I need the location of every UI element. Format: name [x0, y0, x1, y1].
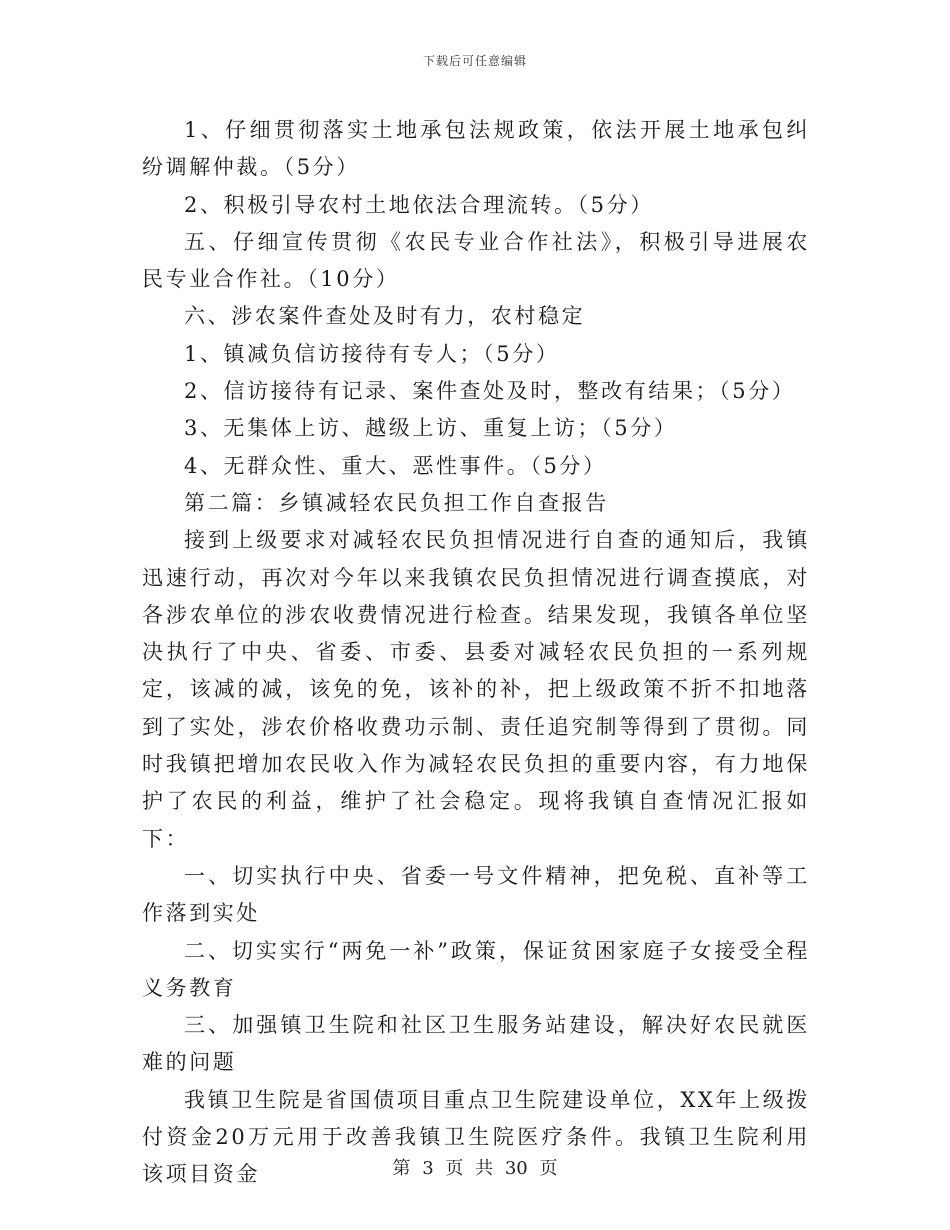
- paragraph: 六、涉农案件查处及时有力，农村稳定: [184, 304, 586, 329]
- paragraph: 我镇卫生院是省国债项目重点卫生院建设单位，XX年上级拨付资金20万元用于改善我镇卫生院医疗条件。我镇卫生院利用该项目资金: [142, 1087, 810, 1187]
- paragraph: 三、加强镇卫生院和社区卫生服务站建设，解决好农民就医难的问题: [142, 1013, 810, 1075]
- paragraph: 一、切实执行中央、省委一号文件精神，把免税、直补等工作落到实处: [142, 863, 810, 926]
- paragraph: 二、切实实行“两免一补”政策，保证贫困家庭子女接受全程义务教育: [142, 938, 810, 1000]
- paragraph: 3、无集体上访、越级上访、重复上访；（5分）: [184, 416, 678, 441]
- page-header: 下载后可任意编辑: [422, 54, 527, 68]
- section-heading: 第二篇：乡镇减轻农民负担工作自查报告: [184, 490, 609, 515]
- paragraph: 2、积极引导农村土地依法合理流转。（5分）: [184, 192, 654, 217]
- paragraph: 1、仔细贯彻落实土地承包法规政策，依法开展土地承包纠纷调解仲裁。（5分）: [142, 118, 810, 180]
- document-body: [142, 112, 810, 1194]
- paragraph: 接到上级要求对减轻农民负担情况进行自查的通知后，我镇迅速行动，再次对今年以来我镇农民负担情况进行调查摸底，对各涉农单位的涉农收费情况进行检查。结果发现，我镇各单位坚决执行了中央、省委、市委、县委对减轻农民负担的一系列规定，该减的减，该免的免，该补的补，把上级政策不折不扣地落到了实处，涉农价格收费功示制、责任追究制等得到了贯彻。同时我镇把增加农民收入作为减轻农民负担的重要内容，有力地保护了农民的利益，维护了社会稳定。现将我镇自查情况汇报如下：: [142, 528, 810, 851]
- paragraph: 2、信访接待有记录、案件查处及时，整改有结果；（5分）: [184, 379, 796, 404]
- paragraph: 五、仔细宣传贯彻《农民专业合作社法》，积极引导进展农民专业合作社。（10分）: [142, 229, 810, 292]
- page-number-footer: 第 3 页 共 30 页: [392, 1158, 558, 1179]
- paragraph: 1、镇减负信访接待有专人；（5分）: [184, 341, 560, 366]
- paragraph: 4、无群众性、重大、恶性事件。（5分）: [184, 453, 607, 478]
